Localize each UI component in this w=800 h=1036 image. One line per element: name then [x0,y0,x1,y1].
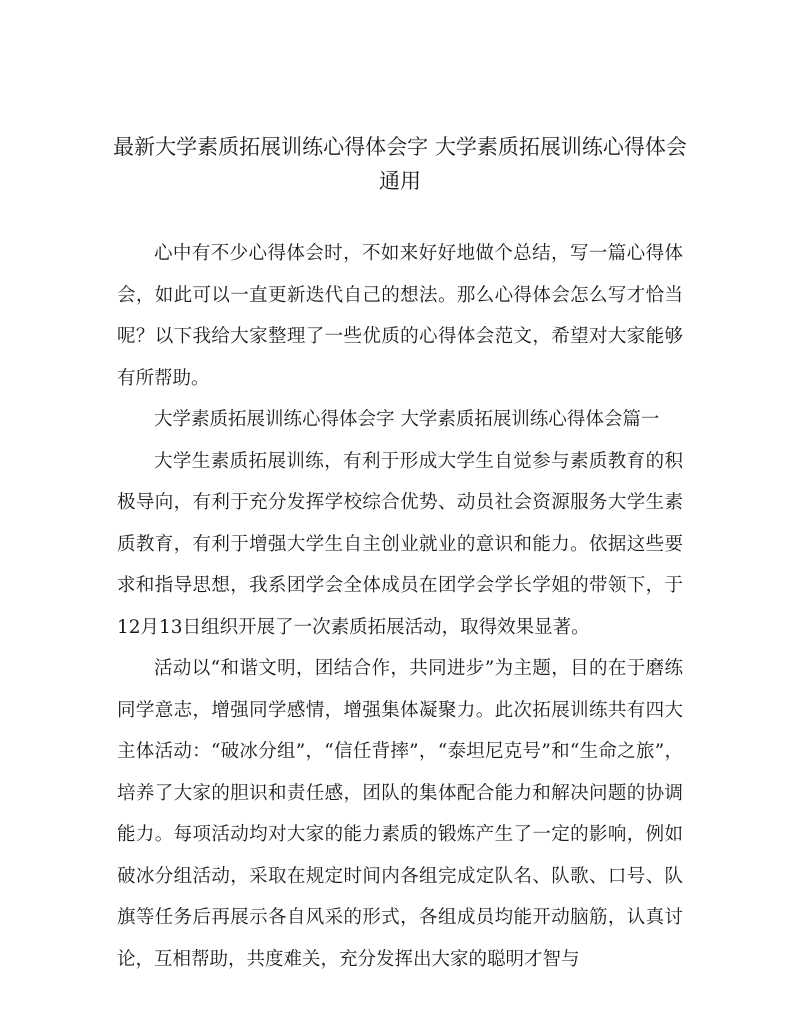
body-paragraph: 大学生素质拓展训练，有利于形成大学生自觉参与素质教育的积极导向，有利于充分发挥学校综合优势、动员社会资源服务大学生素质教育，有利于增强大学生自主创业就业的意识和能力。依据这些要求和指导思想，我系团学会全体成员在团学会学长学姐的带领下，于12月13日组织开展了一次素质拓展活动，取得效果显著。 [117,450,683,638]
document-title: 最新大学素质拓展训练心得体会字 大学素质拓展训练心得体会通用 [113,135,687,193]
section-heading: 大学素质拓展训练心得体会字 大学素质拓展训练心得体会篇一 [154,409,660,430]
body-paragraph: 活动以“和谐文明，团结合作，共同进步”为主题，目的在于磨练同学意志，增强同学感情，增强集体凝聚力。此次拓展训练共有四大主体活动：“破冰分组”，“信任背摔”，“泰坦尼克号”和“生命之旅”，培养了大家的胆识和责任感，团队的集体配合能力和解决问题的协调能力。每项活动均对大家的能力素质的锻炼产生了一定的影响，例如破冰分组活动，采取在规定时间内各组完成定队名、队歌、口号、队旗等任务后再展示各自风采的形式，各组成员均能开动脑筋，认真讨论，互相帮助，共度难关，充分发挥出大家的聪明才智与 [117,658,683,970]
document-body [117,233,683,980]
intro-paragraph: 心中有不少心得体会时，不如来好好地做个总结，写一篇心得体会，如此可以一直更新迭代自己的想法。那么心得体会怎么写才恰当呢？以下我给大家整理了一些优质的心得体会范文，希望对大家能够有所帮助。 [117,243,683,389]
